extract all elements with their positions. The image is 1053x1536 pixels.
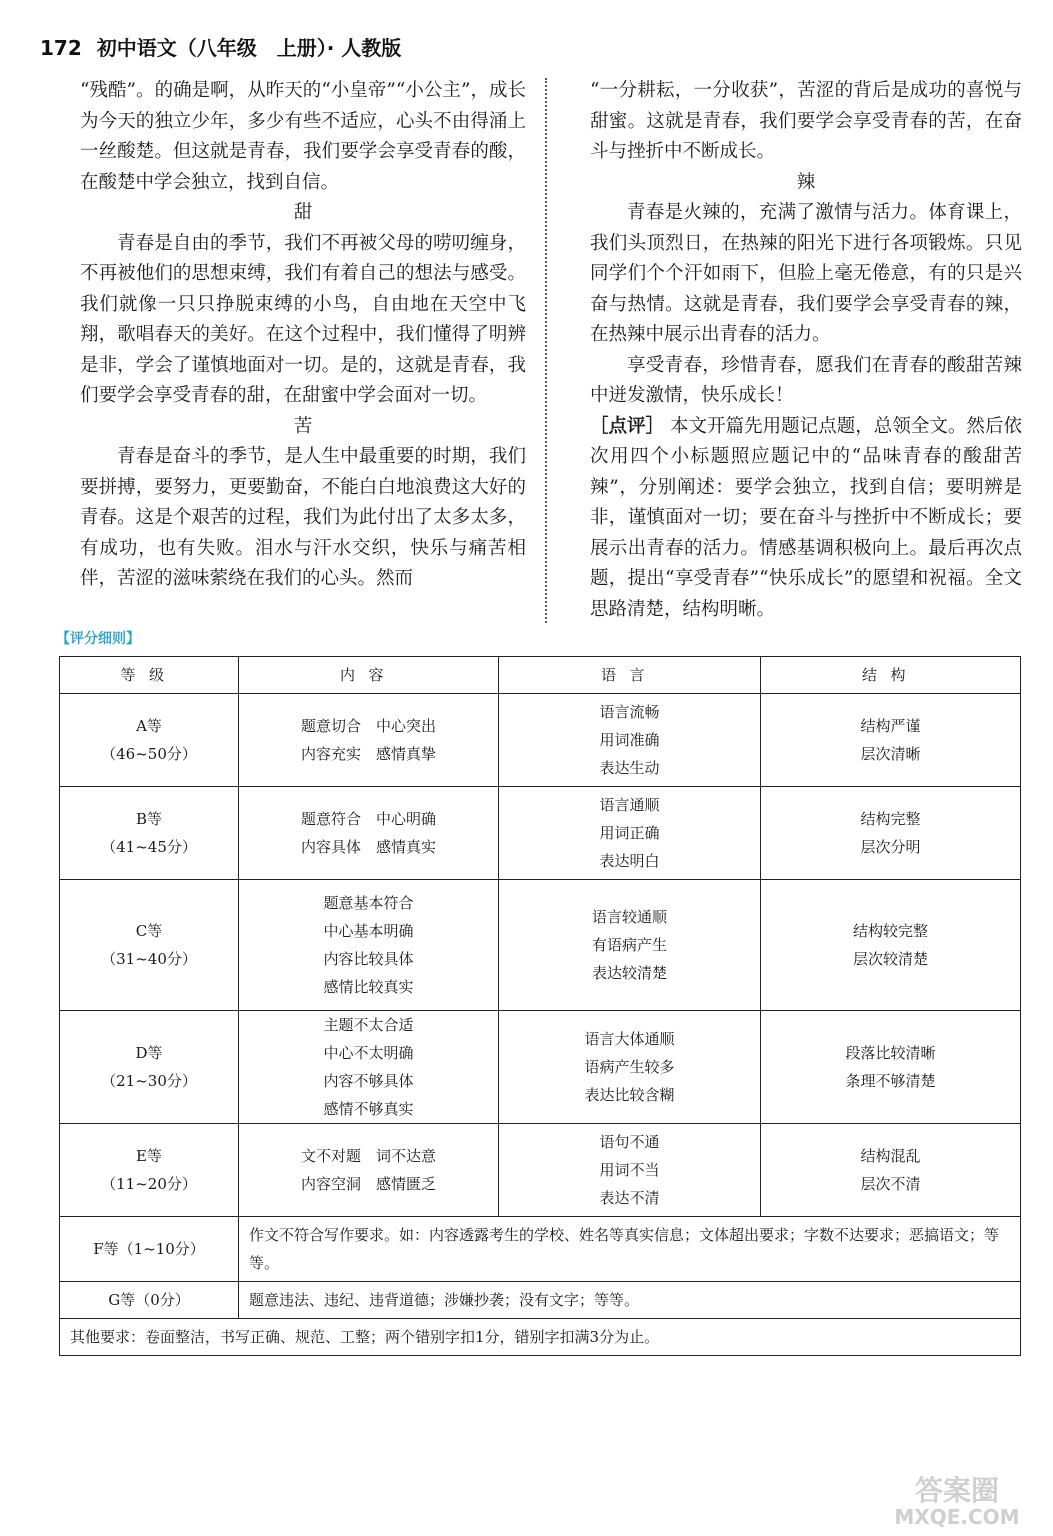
content-cell-line: 内容充实 感情真挚 [300,745,436,763]
content-cell-line: 题意切合 中心突出 [300,717,436,735]
grade-cell-line: （46~50分） [101,745,197,763]
language-cell [499,880,761,1011]
watermark-logo [872,1470,1042,1528]
content-cell [239,1011,499,1124]
content-cell-line: 内容比较具体 [323,950,414,968]
structure-cell-line: 结构完整 [860,810,921,828]
section-subtitle: 辣 [796,171,816,193]
language-cell-line: 用词准确 [599,731,660,749]
structure-cell-line: 结构混乱 [860,1147,921,1165]
structure-cell-line: 结构严谨 [860,717,921,735]
content-cell-line: 主题不太合适 [323,1016,414,1034]
grade-cell-line: （21~30分） [101,1072,197,1090]
header-structure: 结构 [761,657,1021,694]
grade-cell-line: B等 [135,810,163,828]
structure-cell-line: 层次较清楚 [852,950,928,968]
section-subtitle: 甜 [293,202,313,223]
language-cell-line: 有语病产生 [591,936,667,954]
grade-cell-line: A等 [136,717,162,735]
essay-paragraph: “一分耕耘，一分收获”，苦涩的背后是成功的喜悦与甜蜜。这就是青春，我们要学会享受青春的苦，在奋斗与挫折中不断成长。 [590,80,1022,162]
structure-cell [761,787,1021,880]
grade-cell-line: （41~45分） [101,838,197,856]
grade-g-label: G等（0分） [60,1282,239,1319]
page-header [40,32,401,61]
rubric-tag-label: 评分细则 [70,631,126,647]
rubric-table [59,656,1021,1356]
structure-cell [761,1011,1021,1124]
header-grade: 等级 [60,657,239,694]
review-paragraph [590,412,1022,626]
essay-paragraph: 青春是自由的季节，我们不再被父母的唠叨缠身，不再被他们的思想束缚，我们有着自己的想法与感受。我们就像一只只挣脱束缚的小鸟，自由地在天空中飞翔，歌唱春天的美好。在这个过程中，我们懂得了明辨是非，学会了谨慎地面对一切。是的，这就是青春，我们要学会享受青春的甜，在甜蜜中学会面对一切。 [80,232,526,406]
content-cell-line: 中心不太明确 [323,1044,414,1062]
essay-paragraph: 青春是火辣的，充满了激情与活力。体育课上，我们头顶烈日，在热辣的阳光下进行各项锻炼。只见同学们个个汗如雨下，但脸上毫无倦意，有的只是兴奋与热情。这就是青春，我们要学会享受青春的辣，在热辣中展示出青春的活力。 [590,202,1022,345]
structure-cell [761,694,1021,787]
language-cell-line: 表达不清 [599,1189,660,1207]
grade-cell [60,1011,239,1124]
grade-cell-line: （11~20分） [101,1175,197,1193]
other-requirements: 其他要求：卷面整洁，书写正确、规范、工整；两个错别字扣1分，错别字扣满3分为止。 [60,1319,1021,1356]
language-cell-line: 表达比较含糊 [584,1086,675,1104]
content-cell [239,694,499,787]
review-label: ［点评］ [590,415,665,437]
content-cell [239,880,499,1011]
language-cell-line: 语病产生较多 [584,1058,675,1076]
rubric-row [60,694,1021,787]
essay-right-column [590,76,1022,625]
grade-cell-line: C等 [135,922,163,940]
essay-paragraph: 享受青春，珍惜青春，愿我们在青春的酸甜苦辣中迸发激情，快乐成长！ [590,354,1022,406]
language-cell-line: 语言流畅 [599,703,660,721]
content-cell-line: 中心基本明确 [323,922,414,940]
rubric-row [60,1011,1021,1124]
language-cell [499,1011,761,1124]
watermark-line1: 答案圈 [914,1474,1000,1507]
rubric-row-other [60,1319,1021,1356]
content-cell-line: 内容不够具体 [323,1072,414,1090]
essay-paragraph: “残酷”。的确是啊，从昨天的“小皇帝”“小公主”，成长为今天的独立少年，多少有些不适应，心头不由得涌上一丝酸楚。但这就是青春，我们要学会享受青春的酸，在酸楚中学会独立，找到自信。 [80,80,526,193]
rubric-row-f [60,1217,1021,1282]
language-cell [499,1124,761,1217]
book-title: 初中语文（八年级 上册）· 人教版 [96,36,402,60]
language-cell-line: 语言较通顺 [591,908,667,926]
grade-cell [60,880,239,1011]
language-cell [499,694,761,787]
grade-g-text: 题意违法、违纪、违背道德；涉嫌抄袭；没有文字；等等。 [239,1282,1021,1319]
structure-cell [761,880,1021,1011]
structure-cell-line: 条理不够清楚 [845,1072,936,1090]
rubric-row-g [60,1282,1021,1319]
page-number: 172 [40,36,82,60]
structure-cell-line: 结构较完整 [852,922,928,940]
content-cell-line: 文不对题 词不达意 [300,1147,436,1165]
language-cell-line: 表达明白 [599,852,660,870]
content-cell-line: 题意基本符合 [323,894,414,912]
rubric-row [60,787,1021,880]
grade-cell [60,787,239,880]
rubric-tag: 【评分细则】 [56,631,140,647]
content-cell [239,787,499,880]
section-subtitle: 苦 [293,415,313,437]
content-cell [239,1124,499,1217]
grade-cell-line: E等 [136,1147,162,1165]
column-divider [545,78,547,623]
grade-cell [60,1124,239,1217]
language-cell-line: 语言大体通顺 [584,1030,675,1048]
structure-cell [761,1124,1021,1217]
language-cell [499,787,761,880]
essay-left-column [80,76,526,595]
grade-f-text: 作文不符合写作要求。如：内容透露考生的学校、姓名等真实信息；文体超出要求；字数不达要求；恶搞语文；等等。 [239,1217,1021,1282]
review-text: 本文开篇先用题记点题，总领全文。然后依次用四个小标题照应题记中的“品味青春的酸甜苦辣”，分别阐述：要学会独立，找到自信；要明辨是非，谨慎面对一切；要在奋斗与挫折中不断成长；要展示出青春的活力。情感基调积极向上。最后再次点题，提出“享受青春”“快乐成长”的愿望和祝福。全文思路清楚，结构明晰。 [590,415,1022,620]
grade-cell [60,694,239,787]
language-cell-line: 语言通顺 [599,796,660,814]
content-cell-line: 内容具体 感情真实 [300,838,436,856]
rubric-row [60,880,1021,1011]
rubric-header-row [60,657,1021,694]
structure-cell-line: 层次不清 [860,1175,921,1193]
language-cell-line: 语句不通 [599,1133,660,1151]
content-cell-line: 题意符合 中心明确 [300,810,436,828]
language-cell-line: 用词不当 [599,1161,660,1179]
language-cell-line: 表达生动 [599,759,660,777]
language-cell-line: 表达较清楚 [591,964,667,982]
structure-cell-line: 段落比较清晰 [845,1044,936,1062]
watermark-line2: MXQE.COM [894,1505,1020,1528]
structure-cell-line: 层次清晰 [860,745,921,763]
content-cell-line: 内容空洞 感情匮乏 [300,1175,436,1193]
content-cell-line: 感情比较真实 [323,978,414,996]
content-cell-line: 感情不够真实 [323,1100,414,1118]
header-language: 语言 [499,657,761,694]
grade-cell-line: D等 [135,1044,163,1062]
rubric-row [60,1124,1021,1217]
header-content: 内容 [239,657,499,694]
grade-f-label: F等（1~10分） [60,1217,239,1282]
essay-paragraph: 青春是奋斗的季节，是人生中最重要的时期，我们要拼搏，要努力，更要勤奋，不能白白地浪费这大好的青春。这是个艰苦的过程，我们为此付出了太多太多，有成功，也有失败。泪水与汗水交织，快乐与痛苦相伴，苦涩的滋味萦绕在我们的心头。然而 [80,446,526,589]
structure-cell-line: 层次分明 [860,838,921,856]
language-cell-line: 用词正确 [599,824,660,842]
grade-cell-line: （31~40分） [101,950,197,968]
